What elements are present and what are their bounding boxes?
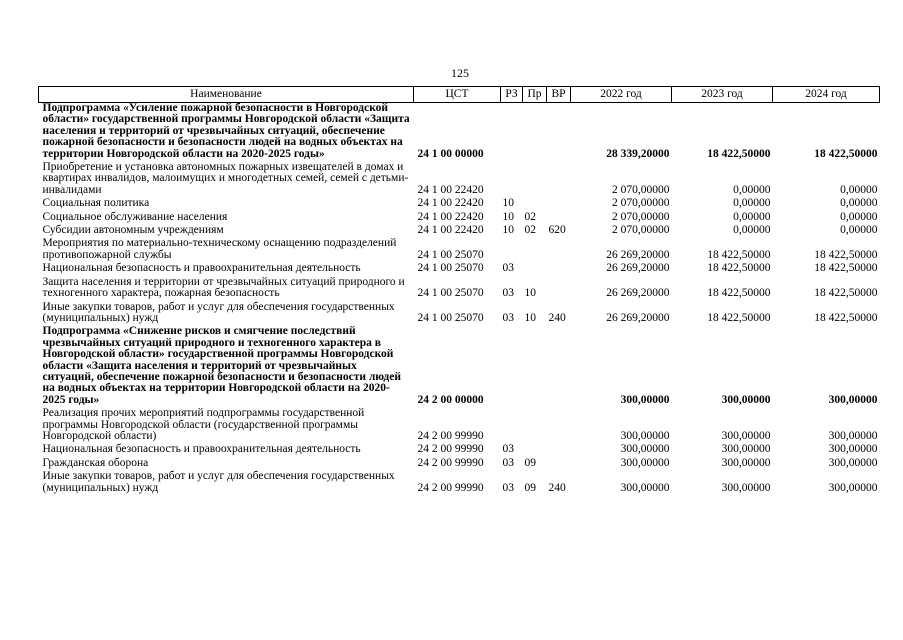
row-name: Защита населения и территории от чрезвычайных ситуаций природного и техногенного характера, пожарная безопасность [42,275,405,300]
row-vr [547,198,571,211]
row-amount-2022: 300,00000 [620,443,670,456]
subprogram-row [39,326,880,408]
table-row [39,263,880,276]
row-amount-2024: 0,00000 [840,224,878,237]
row-name: Социальное обслуживание населения [42,210,228,223]
row-amount-2022: 2 070,00000 [612,197,670,210]
row-vr [547,103,571,163]
row-amount-2024: 300,00000 [828,443,878,456]
row-rz: 03 [502,287,514,300]
table-row [39,444,880,457]
budget-table [38,86,880,496]
row-rz: 03 [502,443,514,456]
row-rz: 03 [502,311,514,324]
row-amount-2024: 18 422,50000 [814,287,878,300]
row-amount-2023: 18 422,50000 [707,147,771,160]
row-rz: 10 [502,210,514,223]
subprogram-row [39,103,880,163]
row-amount-2024: 0,00000 [840,197,878,210]
row-amount-2023: 0,00000 [733,183,771,196]
row-amount-2022: 300,00000 [620,393,670,406]
row-cst: 24 1 00 22420 [417,224,484,237]
row-amount-2023: 300,00000 [721,429,771,442]
row-cst: 24 1 00 22420 [417,197,484,210]
table-row [39,471,880,496]
row-vr: 240 [548,481,566,494]
row-pr: 09 [524,456,536,469]
header-vr: ВР [547,87,571,103]
header-rz: РЗ [501,87,523,103]
row-pr [523,408,547,444]
row-amount-2024: 18 422,50000 [814,311,878,324]
row-pr: 02 [524,210,536,223]
table-row [39,162,880,198]
header-cst: ЦСТ [414,87,501,103]
row-pr [523,238,547,263]
row-name: Приобретение и установка автономных пожарных извещателей в домах и квартирах инвалидов, малоимущих и многодетных семей, семей с детьми-инвалидами [42,161,409,196]
row-amount-2022: 26 269,20000 [606,287,670,300]
row-cst: 24 2 00 99990 [417,429,484,442]
row-name: Социальная политика [42,197,150,210]
table-row [39,458,880,471]
row-rz [501,408,523,444]
row-amount-2022: 300,00000 [620,456,670,469]
row-rz [501,238,523,263]
row-amount-2023: 300,00000 [721,456,771,469]
row-amount-2024: 0,00000 [840,183,878,196]
row-vr [547,212,571,225]
row-vr [547,162,571,198]
row-name: Национальная безопасность и правоохранительная деятельность [42,443,361,456]
row-cst: 24 1 00 25070 [417,262,484,275]
row-name: Иные закупки товаров, работ и услуг для обеспечения государственных (муниципальных) нужд [42,470,395,494]
row-cst: 24 2 00 99990 [417,456,484,469]
row-name: Иные закупки товаров, работ и услуг для обеспечения государственных (муниципальных) нужд [42,300,395,324]
row-cst: 24 1 00 25070 [417,311,484,324]
row-amount-2023: 0,00000 [733,210,771,223]
header-name: Наименование [39,87,414,103]
header-pr: Пр [523,87,547,103]
row-pr: 09 [524,481,536,494]
row-vr [547,238,571,263]
row-vr [547,326,571,408]
row-cst: 24 1 00 22420 [417,210,484,223]
table-body [39,103,880,497]
row-amount-2024: 18 422,50000 [814,248,878,261]
row-rz [501,326,523,408]
table-row [39,277,880,302]
row-amount-2023: 300,00000 [721,393,771,406]
row-pr [523,162,547,198]
row-name: Подпрограмма «Снижение рисков и смягчение последствий чрезвычайных ситуаций природного и техногенного характера в Новгородской области» государственной программы Новгородской области «Защита населения и территорий от чрезвычайных ситуаций, обеспечение пожарной безопасности и безопасности людей на водных объектах на территории Новгородской области на 2020-2025 годы» [42,325,401,406]
header-2024: 2024 год [773,87,880,103]
row-vr [547,444,571,457]
table-row [39,302,880,327]
row-name: Национальная безопасность и правоохранительная деятельность [42,262,361,275]
table-row [39,238,880,263]
row-amount-2024: 300,00000 [828,456,878,469]
row-vr: 620 [548,224,566,237]
row-amount-2023: 300,00000 [721,481,771,494]
row-pr: 10 [524,287,536,300]
row-amount-2023: 18 422,50000 [707,262,771,275]
row-cst: 24 1 00 25070 [417,287,484,300]
row-cst: 24 1 00 00000 [417,147,484,160]
row-rz: 10 [502,224,514,237]
row-pr [523,198,547,211]
row-vr [547,277,571,302]
row-vr [547,263,571,276]
row-vr: 240 [548,311,566,324]
row-amount-2023: 18 422,50000 [707,287,771,300]
row-pr [523,326,547,408]
row-amount-2024: 0,00000 [840,210,878,223]
header-2023: 2023 год [672,87,773,103]
table-row [39,198,880,211]
row-amount-2024: 300,00000 [828,481,878,494]
row-cst: 24 2 00 99990 [417,443,484,456]
row-vr [547,458,571,471]
table-header [39,87,880,103]
row-rz [501,103,523,163]
row-pr: 10 [524,311,536,324]
row-vr [547,408,571,444]
row-rz: 03 [502,262,514,275]
table-row [39,225,880,238]
row-amount-2022: 26 269,20000 [606,248,670,261]
row-name: Гражданская оборона [42,456,149,469]
row-pr [523,444,547,457]
header-2022: 2022 год [571,87,672,103]
row-amount-2022: 300,00000 [620,429,670,442]
row-pr [523,103,547,163]
row-rz: 03 [502,456,514,469]
row-cst: 24 1 00 22420 [417,183,484,196]
row-amount-2022: 2 070,00000 [612,210,670,223]
row-amount-2024: 18 422,50000 [814,147,878,160]
row-cst: 24 2 00 00000 [417,393,484,406]
row-amount-2024: 300,00000 [828,393,878,406]
row-amount-2022: 28 339,20000 [606,147,670,160]
row-amount-2024: 300,00000 [828,429,878,442]
row-amount-2023: 0,00000 [733,224,771,237]
header-row [39,87,880,103]
row-rz: 03 [502,481,514,494]
row-amount-2023: 300,00000 [721,443,771,456]
row-amount-2022: 26 269,20000 [606,311,670,324]
row-name: Субсидии автономным учреждениям [42,224,224,237]
row-name: Мероприятия по материально-техническому оснащению подразделений противопожарной службы [42,237,397,261]
page-number: 125 [451,66,469,80]
row-pr [523,263,547,276]
row-amount-2023: 18 422,50000 [707,248,771,261]
table-row [39,408,880,444]
row-name: Реализация прочих мероприятий подпрограммы государственной программы Новгородской области (государственной программы Новгородской области) [42,407,365,442]
row-amount-2022: 2 070,00000 [612,183,670,196]
row-cst: 24 2 00 99990 [417,481,484,494]
table-row [39,212,880,225]
row-amount-2022: 26 269,20000 [606,262,670,275]
row-cst: 24 1 00 25070 [417,248,484,261]
row-amount-2024: 18 422,50000 [814,262,878,275]
row-amount-2022: 300,00000 [620,481,670,494]
row-rz [501,162,523,198]
row-rz: 10 [502,197,514,210]
row-amount-2022: 2 070,00000 [612,224,670,237]
row-amount-2023: 18 422,50000 [707,311,771,324]
row-pr: 02 [524,224,536,237]
row-name: Подпрограмма «Усиление пожарной безопасности в Новгородской области» государственной программы Новгородской области «Защита населения и территорий от чрезвычайных ситуаций, обеспечение пожарной безопасности и безопасности людей на водных объектах на территории Новгородской области на 2020-2025 годы» [42,102,410,160]
row-amount-2023: 0,00000 [733,197,771,210]
